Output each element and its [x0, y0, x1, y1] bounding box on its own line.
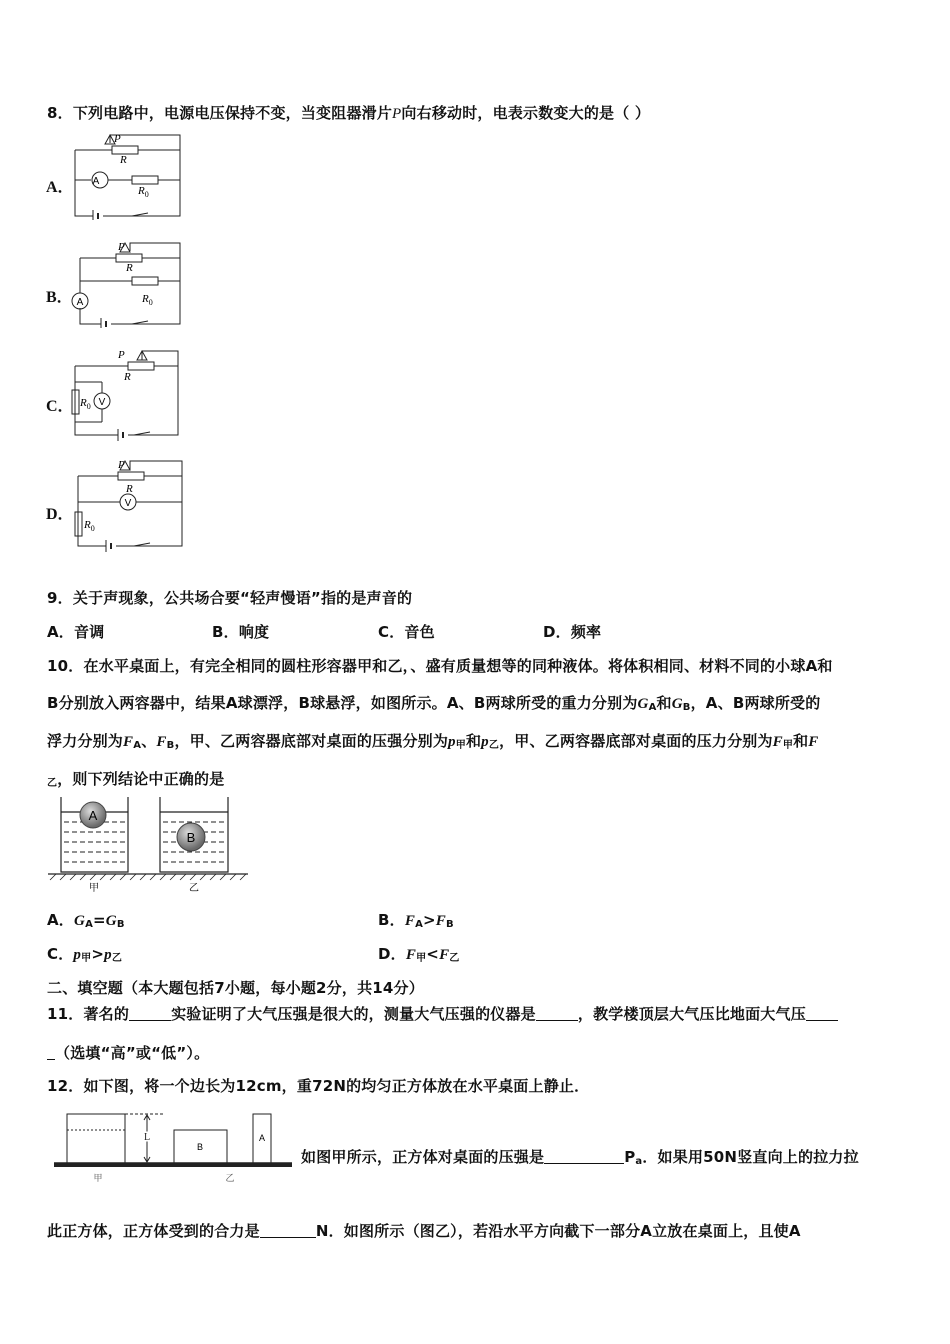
label-r0: R — [84, 519, 91, 531]
ball-b-label: B — [186, 830, 196, 845]
q8-option-d-label: D． — [46, 506, 74, 523]
q8-option-b-label: B． — [46, 289, 73, 306]
q12-figure — [52, 1108, 294, 1188]
meter-letter: A — [76, 297, 84, 308]
q10-option-b — [378, 909, 454, 930]
q12-unit: P — [624, 1148, 636, 1166]
q10-ga-sub: A — [648, 702, 657, 713]
q8-option-a-label: A． — [46, 179, 74, 196]
q10-opt-b-f1: F — [404, 913, 416, 929]
q11-blank-2[interactable] — [536, 1006, 578, 1021]
q10-option-c-label: C． — [47, 945, 74, 963]
q11-blank-1[interactable] — [129, 1006, 171, 1021]
q10-p1-sub: 甲 — [455, 740, 466, 751]
q12-text-d: N．如图所示（图乙），若沿水平方向截下一部分A立放在桌面上，且使A — [315, 1222, 801, 1240]
q10-containers-figure — [44, 795, 254, 895]
q10-fa-sub: A — [133, 740, 142, 751]
q9-stem: 9．关于声现象，公共场合要“轻声慢语”指的是声音的 — [47, 589, 413, 607]
svg-text:R0 — [137, 185, 149, 199]
q10-line2-text: B分别放入两容器中，结果A球漂浮，B球悬浮，如图所示。A、B两球所受的重力分别为 — [47, 694, 638, 712]
q10-opt-a-op: = — [93, 911, 106, 929]
label-p: P — [118, 241, 125, 253]
q10-p2-sub: 乙 — [488, 740, 500, 751]
q10-option-a-label: A． — [47, 911, 75, 929]
q10-opt-b-f2: F — [435, 913, 447, 929]
q12-line3 — [47, 1220, 801, 1241]
q10-ga: G — [637, 696, 649, 712]
q8-stem-text: 8．下列电路中，电源电压保持不变，当变阻器滑片 — [47, 104, 393, 122]
q10-opt-b-s2: B — [446, 919, 454, 930]
label-r0: R — [142, 293, 149, 305]
q11-text-d: （选填“高”或“低”）。 — [55, 1044, 210, 1062]
q8-circuit-a — [70, 130, 185, 220]
q10-opt-d-s1: 甲 — [416, 953, 427, 964]
q10-option-c — [47, 943, 122, 964]
label-r: R — [126, 262, 133, 274]
q11-text-c: ，教学楼顶层大气压比地面大气压 — [577, 1005, 806, 1023]
q10-line3 — [47, 730, 819, 751]
q11-blank-3[interactable] — [806, 1006, 838, 1021]
q10-p1: p — [448, 734, 456, 750]
q10-line4 — [47, 768, 224, 789]
q10-f1-sub: 甲 — [782, 740, 794, 751]
container-yi-label: 乙 — [189, 883, 199, 894]
label-r0-sub: 0 — [90, 524, 95, 533]
ball-a-label: A — [88, 808, 98, 823]
q12-text-b: ．如果用50N竖直向上的拉力拉 — [642, 1148, 859, 1166]
q10-opt-a-s2: B — [116, 919, 125, 930]
q8-circuit-c — [70, 346, 185, 441]
q11-line2 — [47, 1042, 209, 1063]
q10-opt-c-s1: 甲 — [81, 953, 92, 964]
label-p: P — [114, 133, 121, 145]
q12-label-a: A — [258, 1133, 266, 1143]
label-r0: R — [80, 397, 87, 409]
q9-option-b: B．响度 — [212, 623, 270, 641]
q10-fb: F — [156, 734, 167, 750]
meter-letter: A — [92, 176, 100, 187]
q9-option-a: A．音调 — [47, 623, 105, 641]
q10-line2-end: ，A、B两球所受的 — [690, 694, 821, 712]
q12-label-b: B — [196, 1142, 204, 1152]
q10-line1: 10．在水平桌面上，有完全相同的圆柱形容器甲和乙，、盛有质量想等的同种液体。将体积相同、材料不同的小球A和 — [47, 657, 833, 675]
q10-opt-a-s1: A — [85, 919, 94, 930]
q10-line3-text: 浮力分别为 — [47, 732, 124, 750]
q10-gb-sub: B — [682, 702, 691, 713]
q10-opt-c-s2: 乙 — [111, 953, 123, 964]
q10-opt-a-g1: G — [74, 913, 86, 929]
q10-line3-he: 和 — [465, 732, 482, 750]
label-r: R — [120, 154, 127, 166]
svg-text:R0 — [141, 293, 153, 307]
q12-blank-1[interactable] — [544, 1149, 624, 1164]
q12-unit-sub: a — [635, 1156, 643, 1167]
svg-text:R0 — [79, 397, 91, 411]
q8-stem-p: P — [392, 106, 402, 122]
q8-circuit-b — [70, 238, 185, 328]
container-jia-label: 甲 — [89, 883, 99, 894]
label-r0: R — [138, 185, 145, 197]
q11-text-b: 实验证明了大气压强是很大的，测量大气压强的仪器是 — [171, 1005, 536, 1023]
q8-circuit-d — [70, 456, 188, 552]
q10-opt-b-op: > — [423, 911, 436, 929]
q10-line3-he2: 和 — [793, 732, 809, 750]
q10-opt-d-f1: F — [405, 947, 417, 963]
q10-opt-d-s2: 乙 — [449, 953, 460, 964]
q10-f2: F — [808, 734, 819, 750]
q8-stem — [47, 102, 650, 123]
q10-line3-sep: 、 — [141, 732, 157, 750]
q12-line2 — [301, 1146, 859, 1167]
q10-p2: p — [481, 734, 489, 750]
q10-option-d — [378, 943, 459, 964]
q10-gb: G — [671, 696, 683, 712]
q10-line2 — [47, 692, 820, 713]
label-r: R — [126, 483, 133, 495]
q10-opt-d-f2: F — [439, 947, 450, 963]
svg-text:R0 — [83, 519, 95, 533]
q12-text-c: 此正方体，正方体受到的合力是 — [47, 1222, 260, 1240]
q9-option-d: D．频率 — [543, 623, 602, 641]
label-r: R — [124, 371, 131, 383]
meter-letter: V — [98, 397, 106, 408]
q10-opt-c-p1: p — [73, 947, 82, 963]
q10-opt-c-op: > — [91, 945, 105, 963]
q10-f1: F — [772, 734, 783, 750]
label-r0-sub: 0 — [148, 298, 153, 307]
q10-line2-he: 和 — [656, 694, 672, 712]
label-p: P — [118, 459, 125, 471]
q12-label-l: L — [143, 1132, 151, 1143]
q11-line1 — [47, 1003, 838, 1024]
q10-fa: F — [123, 734, 134, 750]
q12-label-jia: 甲 — [93, 1174, 103, 1184]
q10-option-a — [47, 909, 125, 930]
q10-line4-text: ，则下列结论中正确的是 — [57, 770, 225, 788]
q11-text-a: 11．著名的 — [47, 1005, 130, 1023]
q10-fb-sub: B — [166, 740, 175, 751]
q10-option-b-label: B． — [378, 911, 405, 929]
q12-text-a: 如图甲所示，正方体对桌面的压强是 — [301, 1148, 545, 1166]
q10-f2-sub: 乙 — [47, 778, 58, 789]
q10-option-d-label: D． — [378, 945, 406, 963]
q11-blank-3-cont[interactable] — [47, 1045, 55, 1060]
section-2-heading: 二、填空题（本大题包括7小题，每小题2分，共14分） — [47, 979, 424, 997]
label-r0-sub: 0 — [86, 402, 91, 411]
q10-line3-mid2: ，甲、乙两容器底部对桌面的压力分别为 — [499, 732, 773, 750]
label-p: P — [118, 349, 125, 361]
q12-label-yi: 乙 — [225, 1174, 235, 1184]
q8-stem-end: 向右移动时，电表示数变大的是（ ） — [401, 104, 651, 122]
q12-blank-2[interactable] — [260, 1223, 316, 1238]
q10-opt-d-op: < — [426, 945, 440, 963]
meter-letter: V — [124, 498, 132, 509]
q10-opt-a-g2: G — [105, 913, 117, 929]
q8-option-c-label: C． — [46, 398, 74, 415]
label-r0-sub: 0 — [144, 190, 149, 199]
q10-opt-b-s1: A — [415, 919, 424, 930]
q12-line1: 12．如下图，将一个边长为12cm，重72N的均匀正方体放在水平桌面上静止． — [47, 1077, 590, 1095]
q10-line3-mid: ，甲、乙两容器底部对桌面的压强分别为 — [174, 732, 449, 750]
q9-option-c: C．音色 — [378, 623, 435, 641]
q10-opt-c-p2: p — [104, 947, 112, 963]
